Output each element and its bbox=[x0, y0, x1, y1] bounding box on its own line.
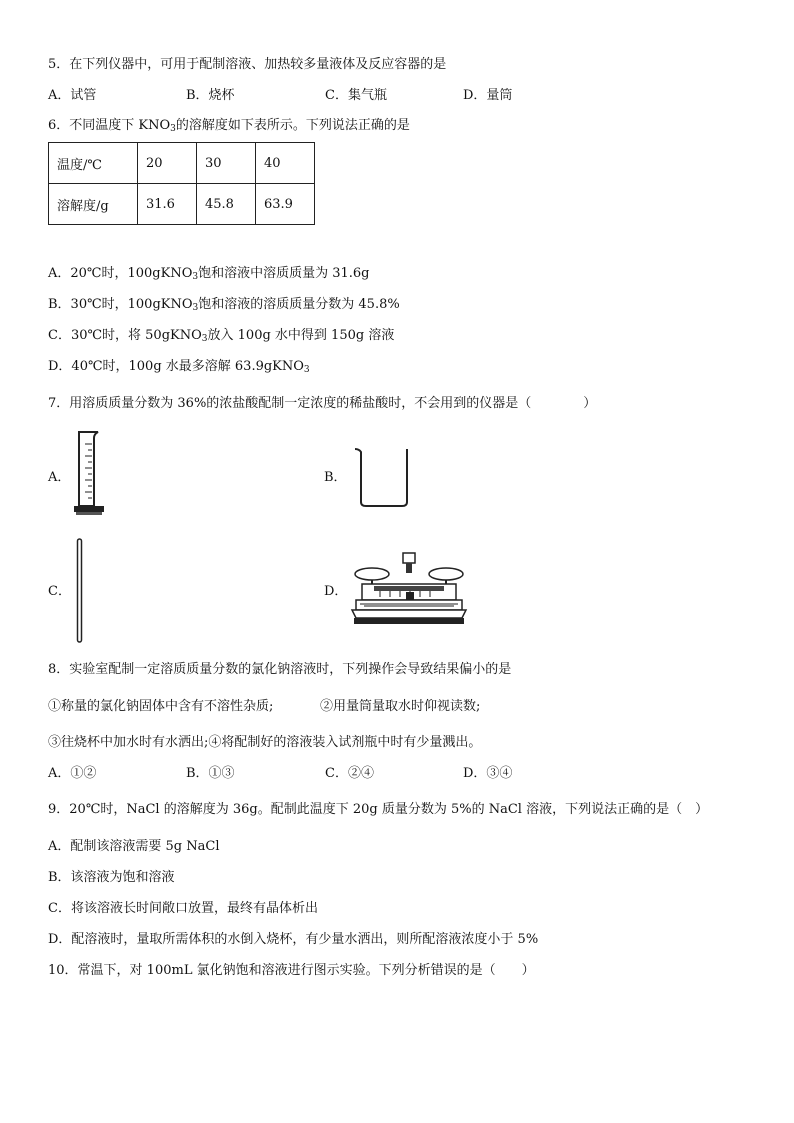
table-row-temperature bbox=[49, 143, 315, 184]
table-cell: 20 bbox=[138, 143, 197, 184]
q7-option-a[interactable]: A． bbox=[48, 470, 71, 485]
q6-option-d[interactable]: D．40℃时，100g 水最多溶解 63.9gKNO$_3$ bbox=[48, 359, 310, 375]
table-row-solubility bbox=[49, 184, 315, 225]
q9-option-b[interactable]: B．该溶液为饱和溶液 bbox=[48, 870, 175, 885]
glass-rod-icon bbox=[76, 538, 84, 644]
q6-option-c[interactable]: C．30℃时，将 50gKNO$_3$放入 100g 水中得到 150g 溶液 bbox=[48, 328, 395, 344]
table-cell: 30 bbox=[197, 143, 256, 184]
q6-option-a[interactable]: A．20℃时，100gKNO$_3$饱和溶液中溶质质量为 31.6g bbox=[48, 266, 370, 282]
q9-stem: 9．20℃时，NaCl 的溶解度为 36g。配制此温度下 20g 质量分数为 5%的 NaCl 溶液，下列说法正确的是（ ） bbox=[48, 802, 709, 817]
q8-item-1: ①称量的氯化钠固体中含有不溶性杂质; bbox=[48, 699, 274, 714]
q5-stem: 5．在下列仪器中，可用于配制溶液、加热较多量液体及反应容器的是 bbox=[48, 57, 447, 72]
q9-option-d[interactable]: D．配溶液时，量取所需体积的水倒入烧杯，有少量水洒出，则所配溶液浓度小于 5% bbox=[48, 932, 539, 947]
q8-option-b[interactable]: B．①③ bbox=[186, 766, 235, 781]
q7-option-b[interactable]: B． bbox=[324, 470, 347, 485]
q7-option-c[interactable]: C． bbox=[48, 584, 71, 599]
q8-item-3-4: ③往烧杯中加水时有水洒出;④将配制好的溶液装入试剂瓶中时有少量溅出。 bbox=[48, 735, 482, 750]
beaker-icon bbox=[352, 446, 414, 508]
table-cell: 31.6 bbox=[138, 184, 197, 225]
q5-option-b[interactable]: B．烧杯 bbox=[186, 88, 235, 103]
q8-option-a[interactable]: A．①② bbox=[48, 766, 97, 781]
q8-stem: 8．实验室配制一定溶质质量分数的氯化钠溶液时，下列操作会导致结果偏小的是 bbox=[48, 662, 512, 677]
table-cell: 40 bbox=[256, 143, 315, 184]
q7-stem: 7．用溶质质量分数为 36%的浓盐酸配制一定浓度的稀盐酸时，不会用到的仪器是（ ） bbox=[48, 396, 597, 411]
balance-scale-icon bbox=[350, 550, 470, 630]
q8-option-d[interactable]: D．③④ bbox=[463, 766, 513, 781]
table-cell: 63.9 bbox=[256, 184, 315, 225]
graduated-cylinder-icon bbox=[70, 430, 114, 520]
q9-option-c[interactable]: C．将该溶液长时间敞口放置，最终有晶体析出 bbox=[48, 901, 318, 916]
table-cell: 45.8 bbox=[197, 184, 256, 225]
q5-option-a[interactable]: A．试管 bbox=[48, 88, 97, 103]
q7-option-d[interactable]: D． bbox=[324, 584, 348, 599]
table-header-temperature: 温度/℃ bbox=[49, 143, 138, 184]
q8-item-2: ②用量筒量取水时仰视读数; bbox=[320, 699, 481, 714]
q10-stem: 10．常温下，对 100mL 氯化钠饱和溶液进行图示实验。下列分析错误的是（ ） bbox=[48, 963, 535, 978]
solubility-table bbox=[48, 142, 315, 225]
q9-option-a[interactable]: A．配制该溶液需要 5g NaCl bbox=[48, 839, 220, 854]
q6-stem: 6．不同温度下 $KNO_3$的溶解度如下表所示。下列说法正确的是 bbox=[48, 118, 410, 134]
q6-option-b[interactable]: B．30℃时，100gKNO$_3$饱和溶液的溶质质量分数为 45.8% bbox=[48, 297, 400, 313]
q5-option-d[interactable]: D．量筒 bbox=[463, 88, 513, 103]
q8-option-c[interactable]: C．②④ bbox=[325, 766, 374, 781]
q5-option-c[interactable]: C．集气瓶 bbox=[325, 88, 387, 103]
table-header-solubility: 溶解度/g bbox=[49, 184, 138, 225]
